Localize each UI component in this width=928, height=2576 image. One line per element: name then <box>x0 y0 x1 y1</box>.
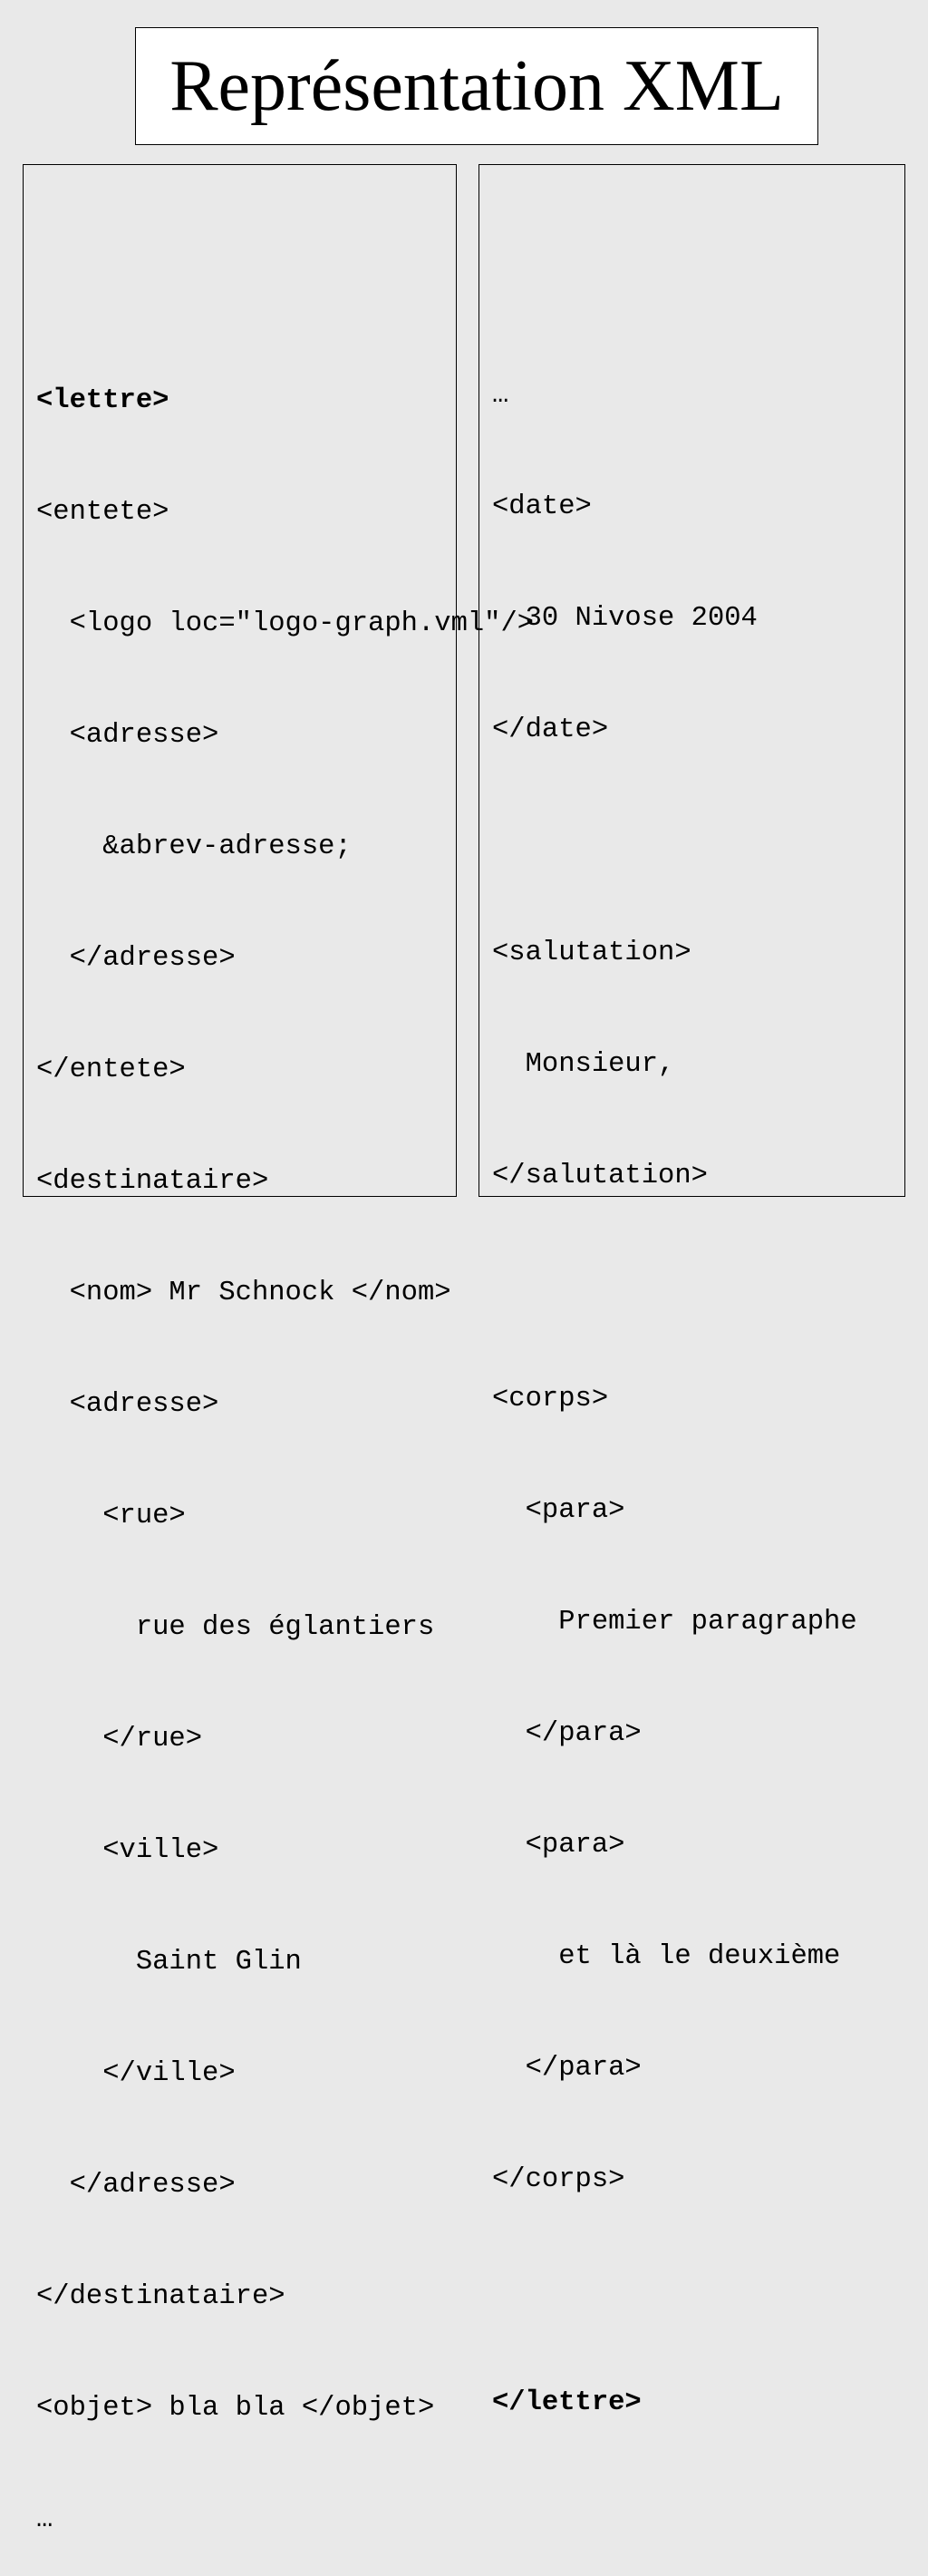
code-line: </lettre> <box>492 2387 642 2418</box>
code-line: Saint Glin <box>36 1947 302 1978</box>
code-line: <nom> Mr Schnock </nom> <box>36 1278 451 1308</box>
code-line: <para> <box>492 1495 625 1526</box>
code-line: <date> <box>492 491 592 522</box>
code-line: 30 Nivose 2004 <box>492 603 758 634</box>
code-line: </destinataire> <box>36 2281 285 2312</box>
code-line: rue des églantiers <box>36 1612 435 1643</box>
code-line: Monsieur, <box>492 1049 675 1080</box>
code-line: </ville> <box>36 2058 236 2089</box>
code-line: … <box>492 380 509 411</box>
code-line: </entete> <box>36 1055 186 1085</box>
code-line: <corps> <box>492 1384 609 1414</box>
code-line: <rue> <box>36 1501 186 1531</box>
code-line: </para> <box>492 1718 642 1749</box>
code-line: Premier paragraphe <box>492 1607 857 1638</box>
code-line: <ville> <box>36 1835 219 1866</box>
code-line: </para> <box>492 2053 642 2084</box>
code-line: <entete> <box>36 497 169 528</box>
code-line: </date> <box>492 714 609 745</box>
code-line: <salutation> <box>492 938 691 968</box>
code-line: et là le deuxième <box>492 1941 841 1972</box>
code-line: <logo loc="logo-graph.vml"/> <box>36 608 535 639</box>
right-code-block <box>492 303 857 2459</box>
code-line <box>492 2273 857 2310</box>
code-line: <adresse> <box>36 720 219 751</box>
title-box <box>135 27 818 145</box>
code-line: … <box>36 2504 53 2535</box>
code-line: </corps> <box>492 2164 625 2195</box>
code-line: </adresse> <box>36 2170 236 2201</box>
code-line <box>492 823 857 860</box>
slide-title: Représentation XML <box>169 46 784 126</box>
left-code-block <box>36 308 534 2576</box>
code-line: </rue> <box>36 1724 203 1755</box>
code-line: <lettre> <box>36 385 169 416</box>
code-line: </adresse> <box>36 943 236 974</box>
code-line: <destinataire> <box>36 1166 269 1197</box>
code-line: <para> <box>492 1830 625 1861</box>
code-line: <objet> bla bla </objet> <box>36 2393 435 2424</box>
code-line: &abrev-adresse; <box>36 831 352 862</box>
code-line: <adresse> <box>36 1389 219 1420</box>
code-line <box>492 1269 857 1307</box>
code-line: </salutation> <box>492 1161 708 1191</box>
